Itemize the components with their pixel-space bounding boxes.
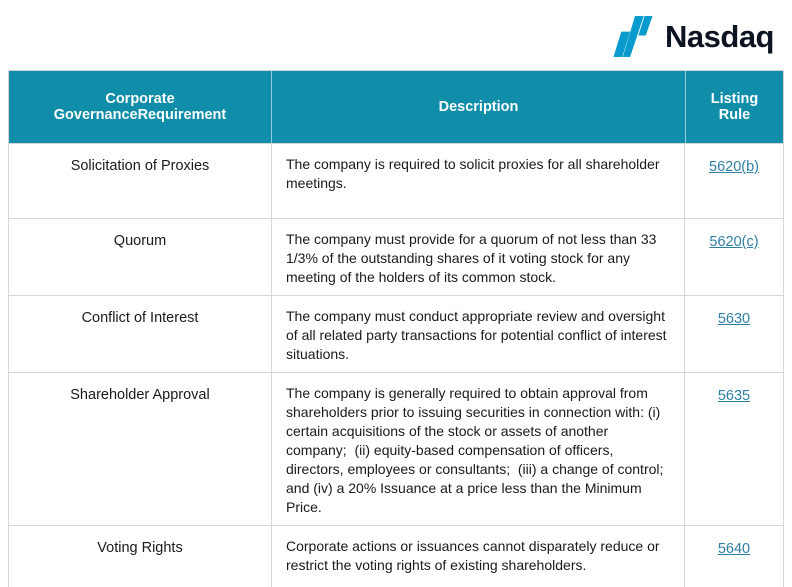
nasdaq-swoosh-icon [610, 15, 656, 58]
table-row [9, 372, 783, 525]
header-description: Description [271, 71, 685, 143]
listing-rule-cell [685, 373, 783, 525]
table-row [9, 295, 783, 372]
header-listing-rule: Listing Rule [685, 71, 783, 143]
description-cell: Corporate actions or issuances cannot disparately reduce or restrict the voting rights of existing shareholders. [271, 526, 685, 587]
requirement-cell: Conflict of Interest [81, 310, 199, 326]
listing-rule-cell [685, 526, 783, 587]
listing-rule-cell [685, 219, 783, 295]
listing-rule-link[interactable]: 5640 [717, 541, 751, 557]
header-requirement: Corporate GovernanceRequirement [53, 91, 227, 123]
description-cell: The company must conduct appropriate review and oversight of all related party transactions for potential conflict of interest situations. [271, 296, 685, 372]
listing-rule-cell [685, 144, 783, 218]
requirement-cell: Quorum [113, 233, 167, 249]
table-row [9, 525, 783, 587]
nasdaq-logo [610, 15, 774, 58]
requirement-cell: Voting Rights [97, 540, 183, 556]
governance-table [8, 70, 784, 587]
table-header [9, 71, 783, 143]
listing-rule-link[interactable]: 5620(b) [709, 159, 759, 175]
description-cell: The company must provide for a quorum of not less than 33 1/3% of the outstanding shares of it voting stock for any meeting of the holders of its common stock. [271, 219, 685, 295]
table-row [9, 143, 783, 218]
table-body [9, 143, 783, 587]
table-row [9, 218, 783, 295]
listing-rule-cell [685, 296, 783, 372]
listing-rule-link[interactable]: 5635 [717, 388, 751, 404]
logo-row [0, 0, 792, 62]
requirement-cell: Shareholder Approval [70, 387, 210, 403]
requirement-cell: Solicitation of Proxies [70, 158, 210, 174]
listing-rule-link[interactable]: 5620(c) [709, 234, 759, 250]
description-cell: The company is generally required to obtain approval from shareholders prior to issuing securities in connection with: (i) certain acquisitions of the stock or assets of another company; (ii) equity-based compensation of officers, directors, employees or consultants; (iii) a change of control; and (iv) a 20% Issuance at a price less than the Minimum Price. [271, 373, 685, 525]
brand-wordmark: Nasdaq [665, 18, 774, 54]
listing-rule-link[interactable]: 5630 [717, 311, 751, 327]
description-cell: The company is required to solicit proxies for all shareholder meetings. [271, 144, 685, 218]
